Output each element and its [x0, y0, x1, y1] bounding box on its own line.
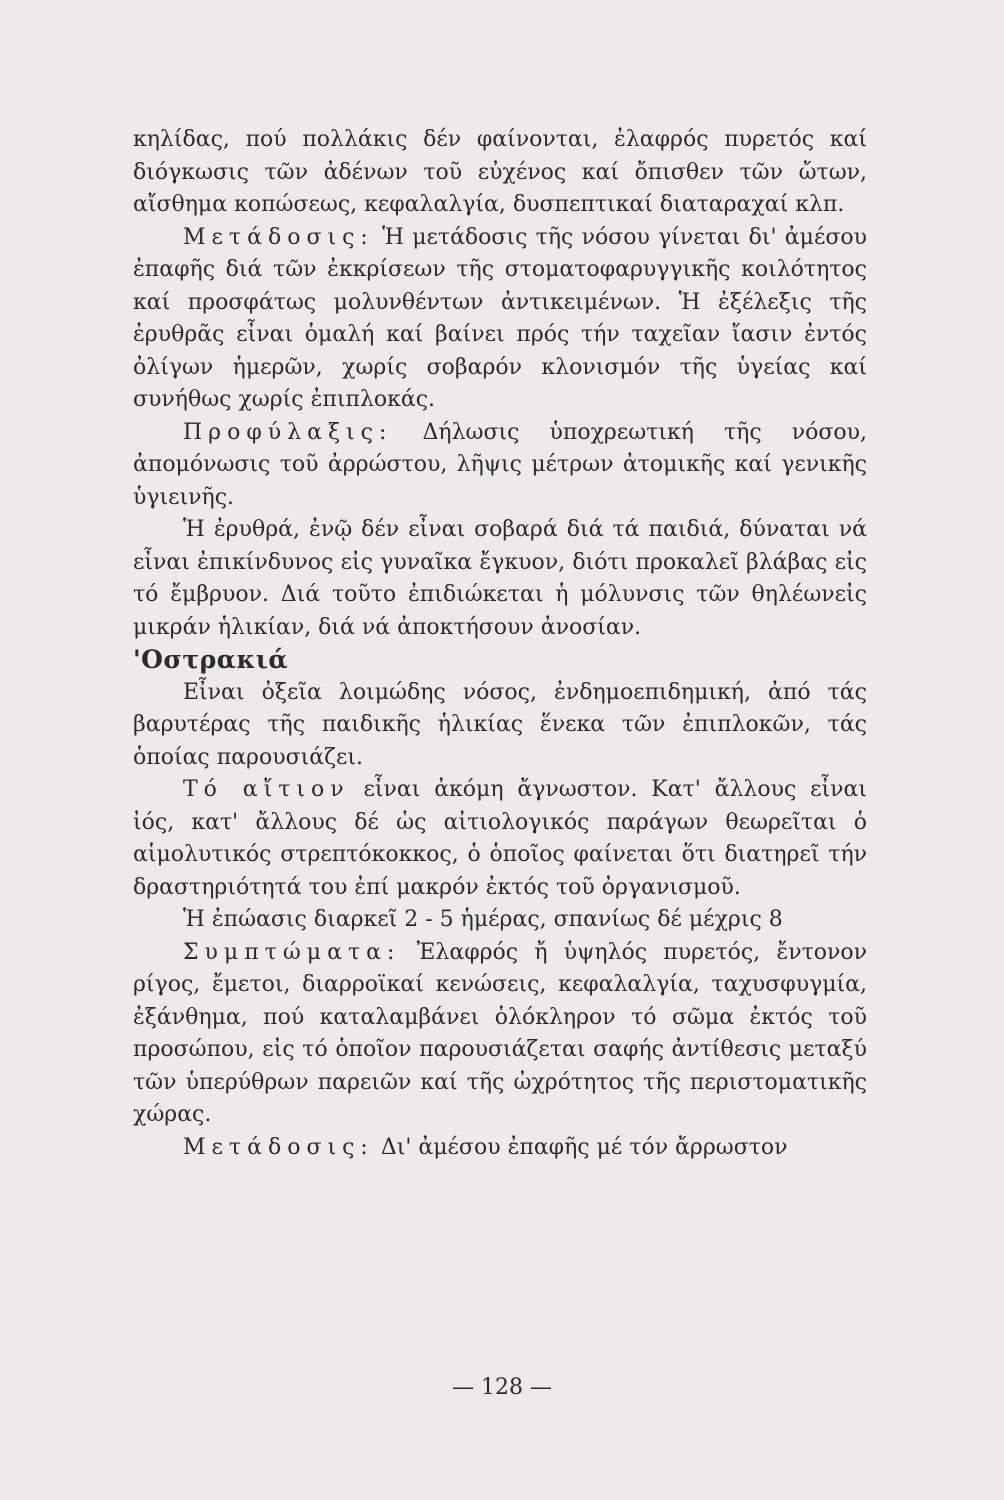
paragraph-prevention — [133, 417, 867, 515]
inline-label: Μετάδοσις: — [183, 224, 374, 250]
inline-label: Μετάδοσις: — [183, 1134, 374, 1160]
section-heading: 'Οστρακιά — [133, 645, 289, 674]
paragraph-transmission — [133, 222, 867, 417]
paragraph: Εἶναι ὀξεῖα λοιμώδης νόσος, ἐνδημοεπιδημική, ἀπό τάς βαρυτέρας τῆς παιδικῆς ἡλικίας ἕνεκα τῶν ἐπιπλοκῶν, τάς ὁποίας παρουσιάζει. — [133, 679, 867, 770]
page-body — [133, 124, 867, 1164]
paragraph-text: Ἡ μετάδοσις τῆς νόσου γίνεται δι' ἀμέσου ἐπαφῆς διά τῶν ἐκκρίσεων τῆς στοματοφαρυγγικῆς κοιλότητος καί προσφάτως μολυνθέντων ἀντικειμένων. Ἡ ἐξέλεξις τῆς ἐρυθρᾶς εἶναι ὁμαλή καί βαίνει πρός τήν ταχεῖαν ἴασιν ἐντός ὀλίγων ἡμερῶν, χωρίς σοβαρόν κλονισμόν τῆς ὑγείας καί συνήθως χωρίς ἐπιπλοκάς. — [133, 224, 867, 412]
inline-label: Συμπτώματα: — [183, 939, 401, 965]
inline-label: Τό αἴτιον — [183, 777, 350, 802]
paragraph: Ἡ ἐπώασις διαρκεῖ 2 - 5 ἡμέρας, σπανίως δέ μέχρις 8 — [183, 907, 783, 932]
paragraph-text: Δήλωσις ὑποχρεωτική τῆς νόσου, ἀπομόνωσις τοῦ ἀρρώστου, λῆψις μέτρων ἀτομικῆς καί γενικῆς ὑγιεινῆς. — [133, 419, 867, 510]
paragraph-text: Ἐλαφρός ἤ ὑψηλός πυρετός, ἔντονον ρίγος, ἔμετοι, διαρροϊκαί κενώσεις, κεφαλαλγία, ταχυσφυγμία, ἐξάνθημα, πού καταλαμβάνει ὁλόκληρον τό σῶμα ἐκτός τοῦ προσώπου, εἰς τό ὁποῖον παρουσιάζεται σαφής ἀντίθεσις μεταξύ τῶν ὑπερύθρων παρειῶν καί τῆς ὠχρότητος τῆς περιστοματικῆς χώρας. — [133, 939, 867, 1127]
paragraph: κηλίδας, πού πολλάκις δέν φαίνονται, ἐλαφρός πυρετός καί διόγκωσις τῶν ἀδένων τοῦ εὐχένος καί ὄπισθεν τῶν ὤτων, αἴσθημα κοπώσεως, κεφαλαλγία, δυσπεπτικαί διαταραχαί κλπ. — [133, 127, 867, 217]
paragraph-symptoms — [133, 937, 867, 1132]
paragraph-transmission-2 — [133, 1132, 867, 1165]
paragraph-cause — [133, 774, 867, 904]
paragraph-text: εἶναι ἀκόμη ἄγνωστον. Κατ' ἄλλους εἶναι ἰός, κατ' ἄλλους δέ ὡς αἰτιολογικός παράγων θεωρεῖται ὁ αἱμολυτικός στρεπτόκοκκος, ὁ ὁποῖος φαίνεται ὅτι διατηρεῖ τήν δραστηριότητά του ἐπί μακρόν ἐκτός τοῦ ὀργανισμοῦ. — [133, 777, 868, 900]
inline-label: Προφύλαξις: — [183, 419, 393, 445]
page-number: — 128 — — [452, 1375, 552, 1400]
paragraph-text: Δι' ἀμέσου ἐπαφῆς μέ τόν ἄρρωστον — [380, 1134, 788, 1160]
paragraph: Ἡ ἐρυθρά, ἐνῷ δέν εἶναι σοβαρά διά τά παιδιά, δύναται νά εἶναι ἐπικίνδυνος εἰς γυναῖκα ἔγκυον, διότι προκαλεῖ βλάβας εἰς τό ἔμβρυον. Διά τοῦτο ἐπιδιώκεται ἡ μόλυνσις τῶν θηλέωνεἰς μικράν ἡλικίαν, διά νά ἀποκτήσουν ἀνοσίαν. — [133, 517, 867, 640]
